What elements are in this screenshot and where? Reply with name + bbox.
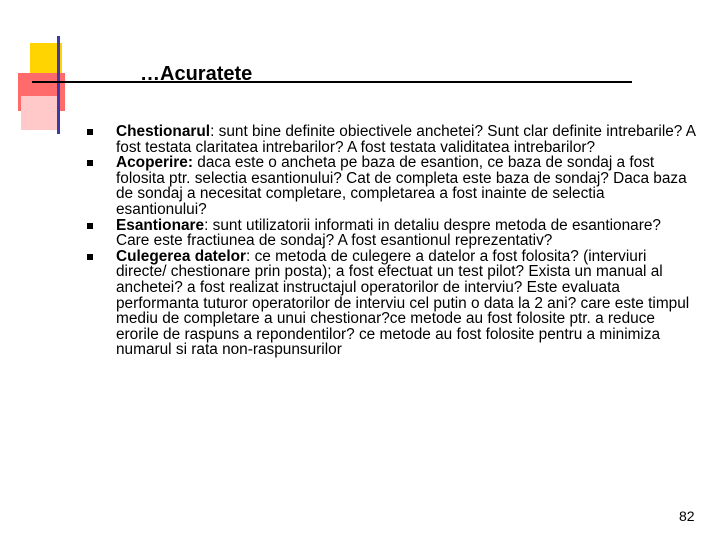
square-bullet-icon (87, 254, 93, 260)
square-bullet-icon (87, 160, 93, 166)
bullet-item-chestionarul (82, 124, 697, 155)
decorative-pink-square (21, 96, 57, 130)
bullet-item-acoperire (82, 155, 697, 217)
page-number: 82 (679, 508, 695, 524)
square-bullet-icon (87, 223, 93, 229)
bullet-text: : sunt bine definite obiectivele anchetei? Sunt clar definite intrebarile? A fost testata claritatea intrebarilor? A fost testata validitatea intrebarilor? (116, 123, 696, 156)
bullet-term: Acoperire: (116, 154, 193, 172)
bullet-item-esantionare (82, 218, 697, 249)
bullet-text: : ce metoda de culegere a datelor a fost folosita? (interviuri directe/ chestionare prin posta); a fost efectuat un test pilot? Exista un manual al anchetei? a fost realizat instructajul operatorilor de interviu? Este evaluata performanta tuturor operatorilor de interviu cel putin o data la 2 ani? care este timpul mediu de completare a unui chestionar?ce metode au fost folosite ptr. a reduce erorile de raspuns a repondentilor? ce metode au fost folosite pentru a minimiza numarul si rata non-raspunsurilor (116, 247, 690, 359)
bullet-term: Culegerea datelor (116, 247, 247, 265)
bullet-text: : sunt utilizatorii informati in detaliu despre metoda de esantionare? Care este fractiunea de sondaj? A fost esantionul reprezentativ? (116, 216, 661, 250)
slide-title: …Acuratete (140, 63, 253, 85)
bullet-text: daca este o ancheta pe baza de esantion, ce baza de sondaj a fost folosita ptr. selectia esantionului? Cat de completa este baza de sondaj? Daca baza de sondaj a necesitat completare, completarea a fost inainte de selectia esantionului? (116, 154, 687, 218)
bullet-list (82, 124, 697, 358)
bullet-term: Chestionarul (116, 123, 211, 140)
title-underline (32, 81, 632, 83)
bullet-term: Esantionare (116, 216, 205, 234)
decorative-vertical-line (57, 36, 60, 134)
bullet-item-culegerea-datelor (82, 249, 697, 358)
square-bullet-icon (87, 129, 93, 135)
